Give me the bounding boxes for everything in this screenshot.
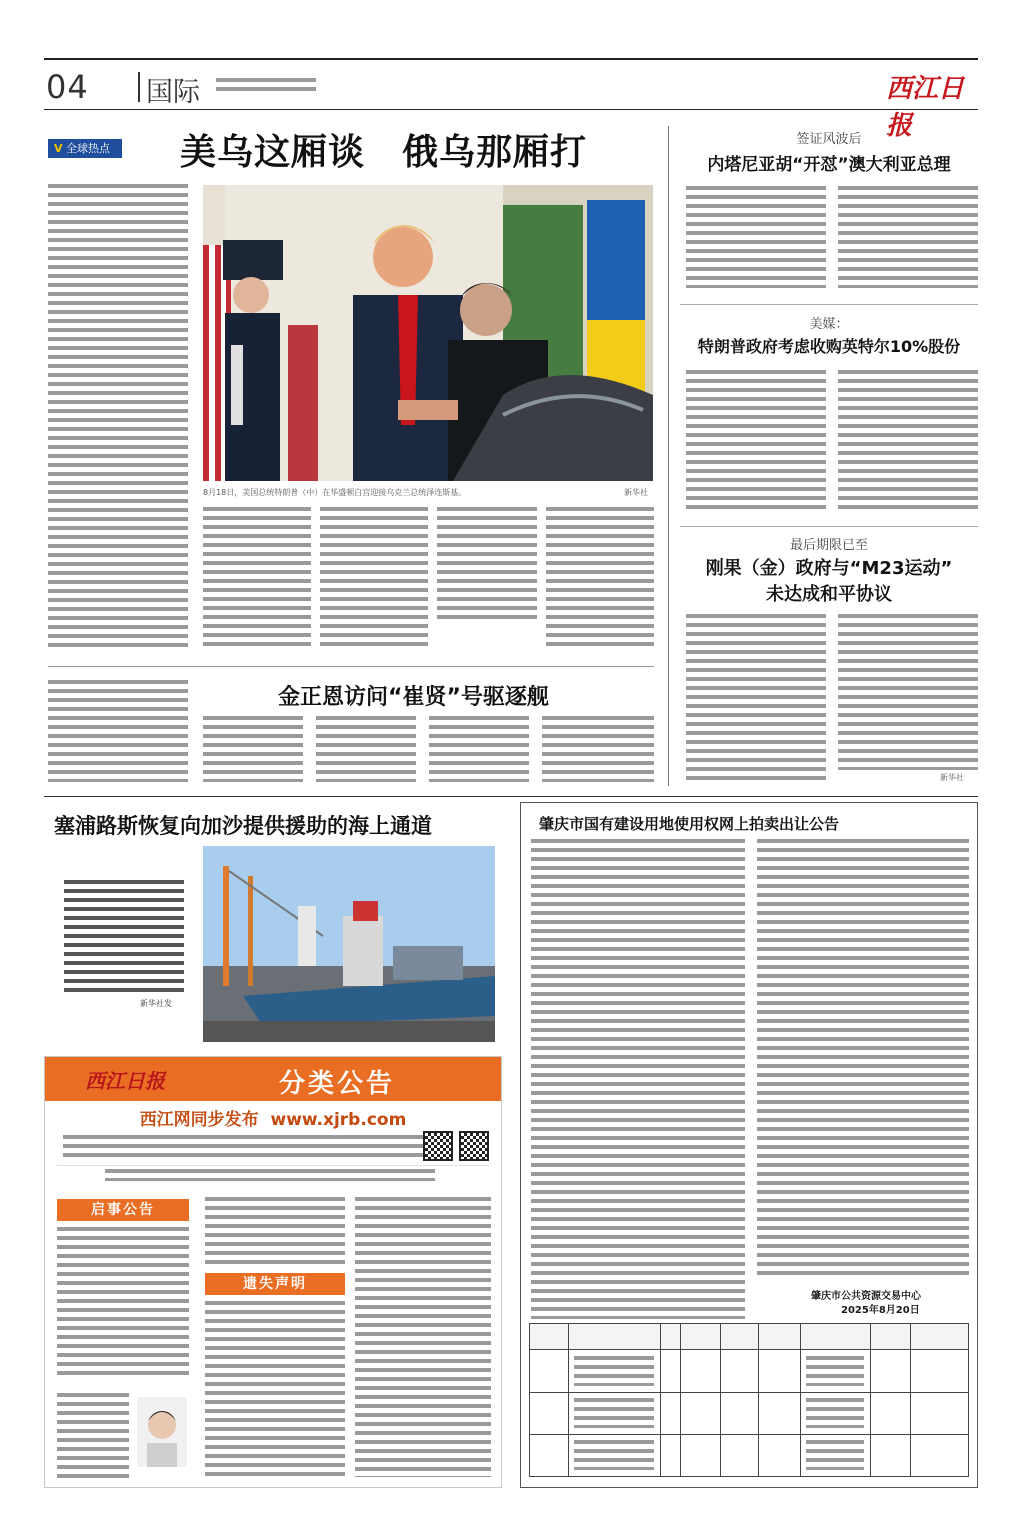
kim-headline: 金正恩访问“崔贤”号驱逐舰 <box>278 685 549 710</box>
story3-headline-line1: 刚果（金）政府与“M23运动” <box>705 558 953 579</box>
notice-body-right <box>757 839 969 1279</box>
table-row-divider-2 <box>530 1434 968 1435</box>
global-hotspot-badge <box>48 139 122 158</box>
table-cell-text-2 <box>574 1398 654 1428</box>
kim-story-top-rule <box>48 666 654 667</box>
main-story-col-3 <box>437 507 537 622</box>
story1-headline: 内塔尼亚胡“开怼”澳大利亚总理 <box>707 155 951 175</box>
upper-lower-rule <box>44 796 978 797</box>
editor-credits <box>216 78 316 96</box>
lost-statement-text <box>205 1301 345 1477</box>
main-story-lead-column <box>48 184 188 650</box>
story2-col-1 <box>686 370 826 510</box>
notice-signature-org: 肇庆市公共资源交易中心 <box>811 1291 921 1302</box>
notice-box-extra <box>57 1393 129 1479</box>
photo-illustration <box>203 185 653 481</box>
table-header-row <box>530 1324 968 1350</box>
lost-statement-title: 遗失声明 <box>205 1273 345 1295</box>
photo-caption: 8月18日，美国总统特朗普（中）在华盛顿白宫迎接乌克兰总统泽连斯基。 <box>203 488 467 497</box>
masthead-logo: 西江日报 <box>886 74 965 141</box>
story3-headline-line2: 未达成和平协议 <box>766 584 892 605</box>
ad-col-2-top <box>205 1197 345 1265</box>
child-portrait <box>137 1397 187 1467</box>
story1-col-2 <box>838 186 978 288</box>
table-row-divider-1 <box>530 1392 968 1393</box>
classified-ad <box>44 1056 502 1488</box>
table-col-line-5 <box>758 1324 759 1476</box>
story3-top-rule <box>680 526 978 527</box>
badge-label: 全球热点 <box>66 142 111 155</box>
kim-story-col-3 <box>429 716 529 782</box>
notice-box-title: 启事公告 <box>57 1199 189 1221</box>
main-headline: 美乌这厢谈 俄乌那厢打 <box>180 131 588 173</box>
ad-banner <box>45 1057 501 1101</box>
table-cell-text-1 <box>574 1356 654 1386</box>
cyprus-caption <box>64 880 184 996</box>
kim-story-col-1 <box>203 716 303 782</box>
story3-col-1 <box>686 614 826 784</box>
notice-table <box>529 1323 969 1477</box>
main-story-col-1 <box>203 507 311 650</box>
ad-logo: 西江日报 <box>85 1069 165 1093</box>
land-auction-notice <box>520 802 978 1488</box>
table-col-line-8 <box>910 1324 911 1476</box>
ad-col-3 <box>355 1197 491 1477</box>
table-col-line-4 <box>720 1324 721 1476</box>
story3-credit: 新华社 <box>940 773 964 782</box>
main-story-col-4 <box>546 507 654 650</box>
notice-signature-date: 2025年8月20日 <box>841 1305 920 1316</box>
white-house-photo <box>203 185 653 481</box>
photo-credit: 新华社 <box>624 488 648 497</box>
page-number: 04 <box>46 68 89 106</box>
table-col-line-1 <box>568 1324 569 1476</box>
table-cell-text-6 <box>806 1440 864 1470</box>
notice-title: 肇庆市国有建设用地使用权网上拍卖出让公告 <box>539 815 840 833</box>
header-divider <box>138 72 140 102</box>
story1-col-1 <box>686 186 826 288</box>
ship-illustration <box>203 846 495 1042</box>
story1-kicker: 签证风波后 <box>796 132 862 147</box>
cyprus-credit: 新华社发 <box>140 999 172 1008</box>
kim-story-col-2 <box>316 716 416 782</box>
ad-contact-info <box>63 1135 423 1161</box>
table-cell-text-4 <box>806 1356 864 1386</box>
story2-col-2 <box>838 370 978 510</box>
kim-story-lead <box>48 680 188 782</box>
cargo-ship-photo <box>203 846 495 1042</box>
portrait-photo <box>137 1397 187 1467</box>
story2-kicker: 美媒： <box>809 317 849 332</box>
story3-kicker: 最后期限已至 <box>789 538 868 553</box>
notice-body-left <box>531 839 745 1319</box>
badge-v-icon: V <box>54 142 63 155</box>
ad-divider <box>57 1165 489 1166</box>
ad-address-lines <box>105 1169 435 1181</box>
kim-story-col-4 <box>542 716 654 782</box>
section-name: 国际 <box>146 77 200 108</box>
cyprus-headline: 塞浦路斯恢复向加沙提供援助的海上通道 <box>54 814 432 838</box>
table-col-line-7 <box>870 1324 871 1476</box>
notice-box-text <box>57 1227 189 1377</box>
table-col-line-2 <box>660 1324 661 1476</box>
ad-title: 分类公告 <box>279 1069 396 1099</box>
main-story-col-2 <box>320 507 428 650</box>
table-col-line-6 <box>800 1324 801 1476</box>
ad-subtitle: 西江网同步发布 www.xjrb.com <box>139 1110 407 1130</box>
header-top-rule <box>44 58 978 60</box>
qr-code-2 <box>459 1131 489 1161</box>
qr-code-1 <box>423 1131 453 1161</box>
table-col-line-3 <box>680 1324 681 1476</box>
story2-top-rule <box>680 304 978 305</box>
table-cell-text-5 <box>806 1398 864 1428</box>
story2-headline: 特朗普政府考虑收购英特尔10%股份 <box>697 337 961 356</box>
story3-col-2 <box>838 614 978 770</box>
column-divider <box>668 126 669 786</box>
table-cell-text-3 <box>574 1440 654 1470</box>
header-bottom-rule <box>44 109 978 110</box>
